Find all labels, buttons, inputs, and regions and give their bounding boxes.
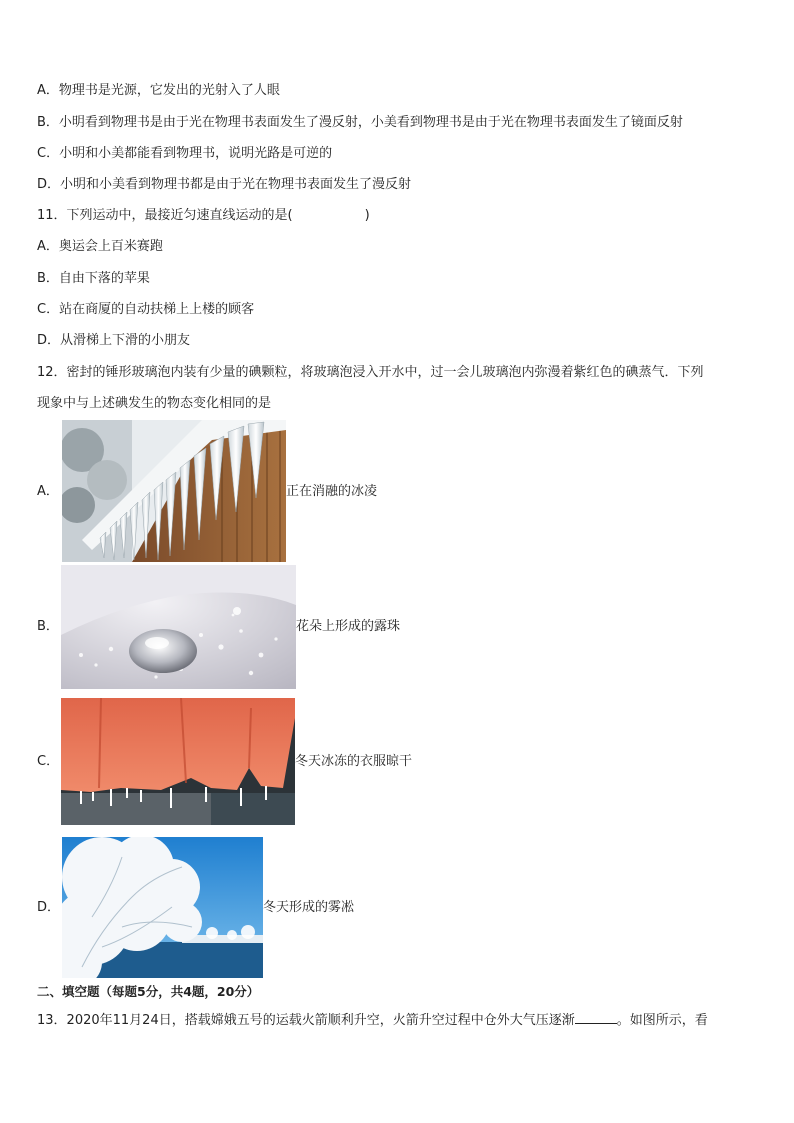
q11-option-c: C．站在商厦的自动扶梯上上楼的顾客 (37, 302, 255, 317)
q11-stem-close: ) (364, 208, 370, 223)
icicles-photo (62, 420, 286, 562)
q12-stem-line2: 现象中与上述碘发生的物态变化相同的是 (37, 396, 272, 411)
q10-option-c: C．小明和小美都能看到物理书，说明光路是可逆的 (37, 146, 333, 161)
q11-option-a: A．奥运会上百米赛跑 (37, 239, 163, 254)
q12-option-c-caption: 冬天冰冻的衣服晾干 (295, 754, 413, 769)
q12-option-a-caption: 正在消融的冰凌 (286, 484, 378, 499)
q10-option-d: D．小明和小美看到物理书都是由于光在物理书表面发生了漫反射 (37, 177, 412, 192)
q11-stem (37, 207, 370, 225)
q10-option-b: B．小明看到物理书是由于光在物理书表面发生了漫反射，小美看到物理书是由于光在物理书表面发生了镜面反射 (37, 115, 683, 130)
section2-title: 二、填空题（每题5分，共4题，20分） (37, 984, 260, 999)
q12-option-a-label: A． (37, 484, 59, 499)
q13-text-after: 。如图所示，看 (616, 1013, 708, 1028)
q12-option-d-label: D． (37, 900, 61, 915)
q11-option-b: B．自由下落的苹果 (37, 271, 150, 286)
frozen-clothes-photo (61, 698, 295, 825)
q12-option-d-caption: 冬天形成的雾凇 (263, 900, 355, 915)
q12-option-b-label: B． (37, 619, 59, 634)
q13-answer-blank (575, 1011, 617, 1024)
q13-text (37, 1011, 708, 1030)
q13-text-before: 13．2020年11月24日，搭载嫦娥五号的运载火箭顺利升空，火箭升空过程中仓外大气压逐渐 (37, 1013, 575, 1028)
dewdrop-photo (61, 565, 296, 689)
q12-option-b-caption: 花朵上形成的露珠 (296, 619, 401, 634)
q12-option-c-label: C． (37, 754, 60, 769)
q11-option-d: D．从滑梯上下滑的小朋友 (37, 333, 191, 348)
rime-tree-photo (62, 837, 263, 978)
q10-option-a: A．物理书是光源，它发出的光射入了人眼 (37, 83, 280, 98)
q12-stem-line1: 12．密封的锤形玻璃泡内装有少量的碘颗粒，将玻璃泡浸入开水中，过一会儿玻璃泡内弥漫着紫红色的碘蒸气．下列 (37, 365, 704, 380)
q11-stem-text: 11．下列运动中，最接近匀速直线运动的是( (37, 208, 293, 223)
